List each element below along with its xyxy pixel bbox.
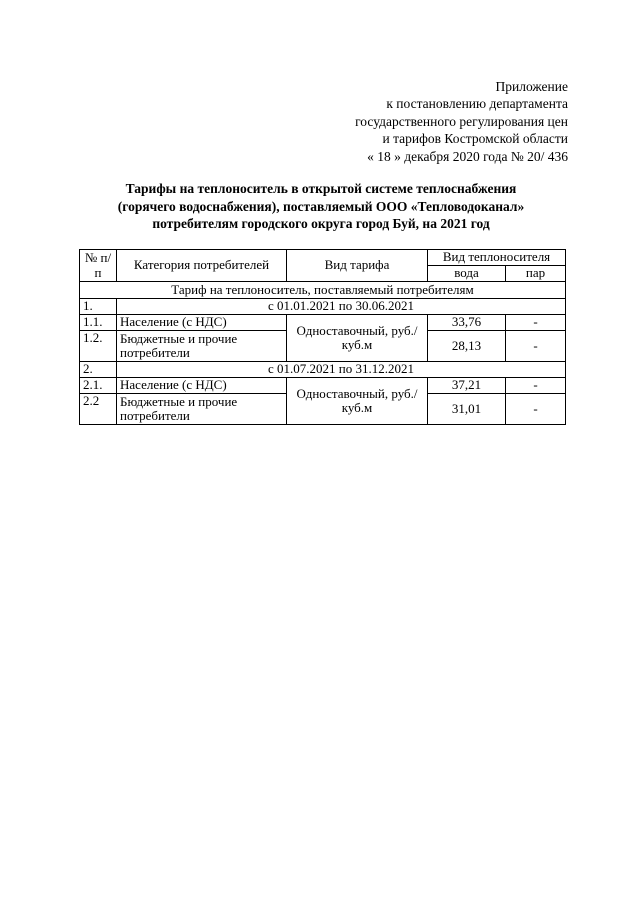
- tariff-table: [79, 249, 566, 425]
- period-label: с 01.07.2021 по 31.12.2021: [117, 362, 566, 378]
- row-water-value: 33,76: [428, 315, 506, 331]
- header-row: [80, 250, 566, 266]
- header-water: вода: [428, 266, 506, 282]
- row-steam-value: -: [506, 315, 566, 331]
- table-row: [80, 378, 566, 394]
- row-steam-value: -: [506, 378, 566, 394]
- header-steam: пар: [506, 266, 566, 282]
- row-category: Население (с НДС): [117, 315, 287, 331]
- row-category: Бюджетные и прочие потребители: [117, 331, 287, 362]
- row-category: Бюджетные и прочие потребители: [117, 394, 287, 425]
- row-num: 1.1.: [80, 315, 117, 331]
- period-num: 1.: [80, 299, 117, 315]
- period-num: 2.: [80, 362, 117, 378]
- title-line: (горячего водоснабжения), поставляемый ООО «Тепловодоканал»: [117, 198, 525, 214]
- row-water-value: 31,01: [428, 394, 506, 425]
- row-tariff-type: Одноставочный, руб./куб.м: [287, 378, 428, 425]
- appendix-line: Приложение: [495, 79, 568, 94]
- appendix-line: государственного регулирования цен: [355, 113, 568, 129]
- header-coolant-type: Вид теплоносителя: [428, 250, 566, 266]
- period-label: с 01.01.2021 по 30.06.2021: [117, 299, 566, 315]
- header-tariff-type: Вид тарифа: [287, 250, 428, 282]
- row-water-value: 28,13: [428, 331, 506, 362]
- section-row: [80, 282, 566, 299]
- section-title: Тариф на теплоноситель, поставляемый потребителям: [80, 282, 566, 299]
- title-line: Тарифы на теплоноситель в открытой системе теплоснабжения: [125, 181, 517, 196]
- row-num: 2.1.: [80, 378, 117, 394]
- appendix-line: « 18 » декабря 2020 года № 20/ 436: [367, 148, 568, 164]
- appendix-line: и тарифов Костромской области: [382, 131, 568, 147]
- period-row: [80, 362, 566, 378]
- period-row: [80, 299, 566, 315]
- header-num: № п/п: [80, 250, 117, 282]
- header-category: Категория потребителей: [117, 250, 287, 282]
- document-title: [78, 180, 564, 233]
- row-tariff-type: Одноставочный, руб./куб.м: [287, 315, 428, 362]
- row-num: 2.2: [80, 394, 117, 425]
- appendix-line: к постановлению департамента: [386, 96, 568, 112]
- row-steam-value: -: [506, 331, 566, 362]
- title-line: потребителям городского округа город Буй, на 2021 год: [152, 216, 490, 231]
- row-num: 1.2.: [80, 331, 117, 362]
- row-water-value: 37,21: [428, 378, 506, 394]
- row-category: Население (с НДС): [117, 378, 287, 394]
- table-row: [80, 315, 566, 331]
- appendix-header: [355, 78, 568, 165]
- row-steam-value: -: [506, 394, 566, 425]
